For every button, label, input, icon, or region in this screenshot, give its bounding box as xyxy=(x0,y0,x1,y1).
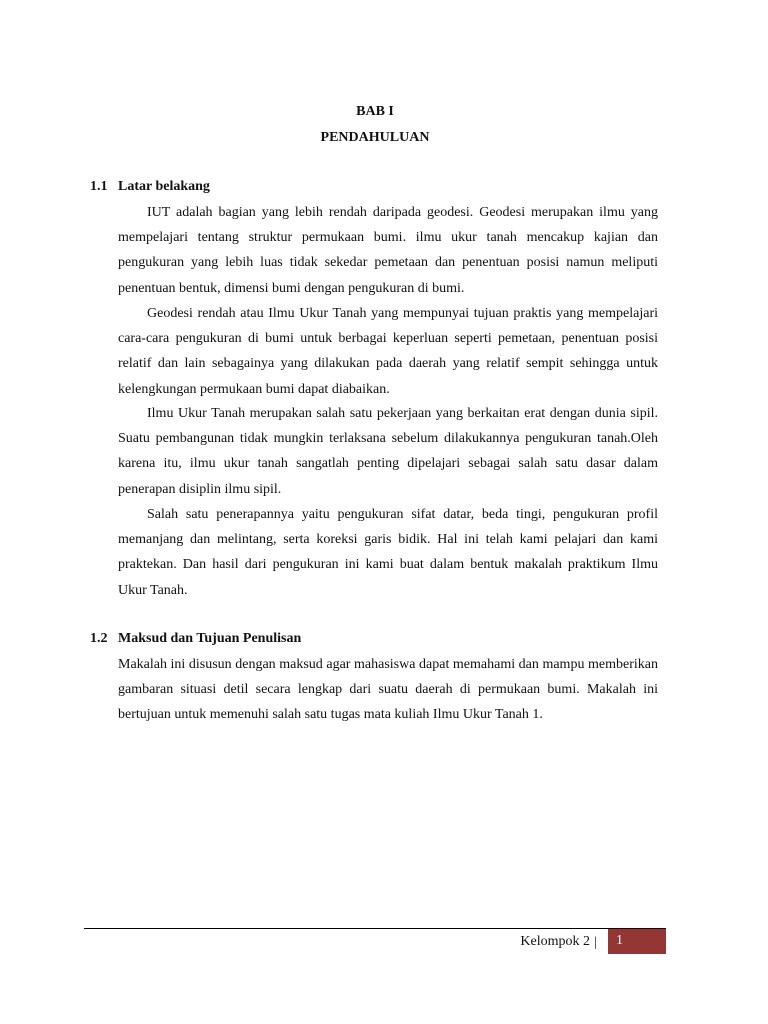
section-title: Maksud dan Tujuan Penulisan xyxy=(118,631,302,646)
page-number-badge xyxy=(608,929,666,954)
footer-group-label: Kelompok 2 xyxy=(520,934,590,949)
footer-divider xyxy=(84,928,666,929)
paragraph: IUT adalah bagian yang lebih rendah daripada geodesi. Geodesi merupakan ilmu yang mempelajari tentang struktur permukaan bumi. ilmu ukur tanah mencakup kajian dan pengukuran yang lebih luas tidak sekedar pemetaan dan penentuan posisi namun meliputi penentuan bentuk, dimensi bumi dengan pengukuran di bumi. xyxy=(118,205,658,296)
section-number: 1.2 xyxy=(90,631,108,646)
paragraph: Salah satu penerapannya yaitu pengukuran sifat datar, beda tingi, pengukuran profil memanjang dan melintang, serta koreksi garis bidik. Hal ini telah kami pelajari dan kami praktekan. Dan hasil dari pengukuran ini kami buat dalam bentuk makalah praktikum Ilmu Ukur Tanah. xyxy=(118,507,658,598)
section-title: Latar belakang xyxy=(118,179,210,194)
footer-separator: | xyxy=(594,935,597,950)
page-number: 1 xyxy=(616,933,623,948)
paragraph: Geodesi rendah atau Ilmu Ukur Tanah yang mempunyai tujuan praktis yang mempelajari cara-cara pengukuran di bumi untuk berbagai keperluan seperti pemetaan, penentuan posisi relatif dan lain sebagainya yang dilakukan pada daerah yang relatif sempit sehingga untuk kelengkungan permukaan bumi dapat diabaikan. xyxy=(118,306,658,397)
section-heading-maksud-dan-tujuan xyxy=(90,630,301,648)
section-heading-latar-belakang xyxy=(90,178,210,196)
paragraph: Ilmu Ukur Tanah merupakan salah satu pekerjaan yang berkaitan erat dengan dunia sipil. Suatu pembangunan tidak mungkin terlaksana sebelum dilakukannya pengukuran tanah.Oleh karena itu, ilmu ukur tanah sangatlah penting dipelajari sebagai salah satu dasar dalam penerapan disiplin ilmu sipil. xyxy=(118,406,658,497)
paragraph: Makalah ini disusun dengan maksud agar mahasiswa dapat memahami dan mampu memberikan gambaran situasi detil secara lengkap dari suatu daerah di permukaan bumi. Makalah ini bertujuan untuk memenuhi salah satu tugas mata kuliah Ilmu Ukur Tanah 1. xyxy=(118,657,658,723)
chapter-number: BAB I xyxy=(356,104,394,119)
section-number: 1.1 xyxy=(90,179,108,194)
chapter-title: PENDAHULUAN xyxy=(320,130,430,145)
